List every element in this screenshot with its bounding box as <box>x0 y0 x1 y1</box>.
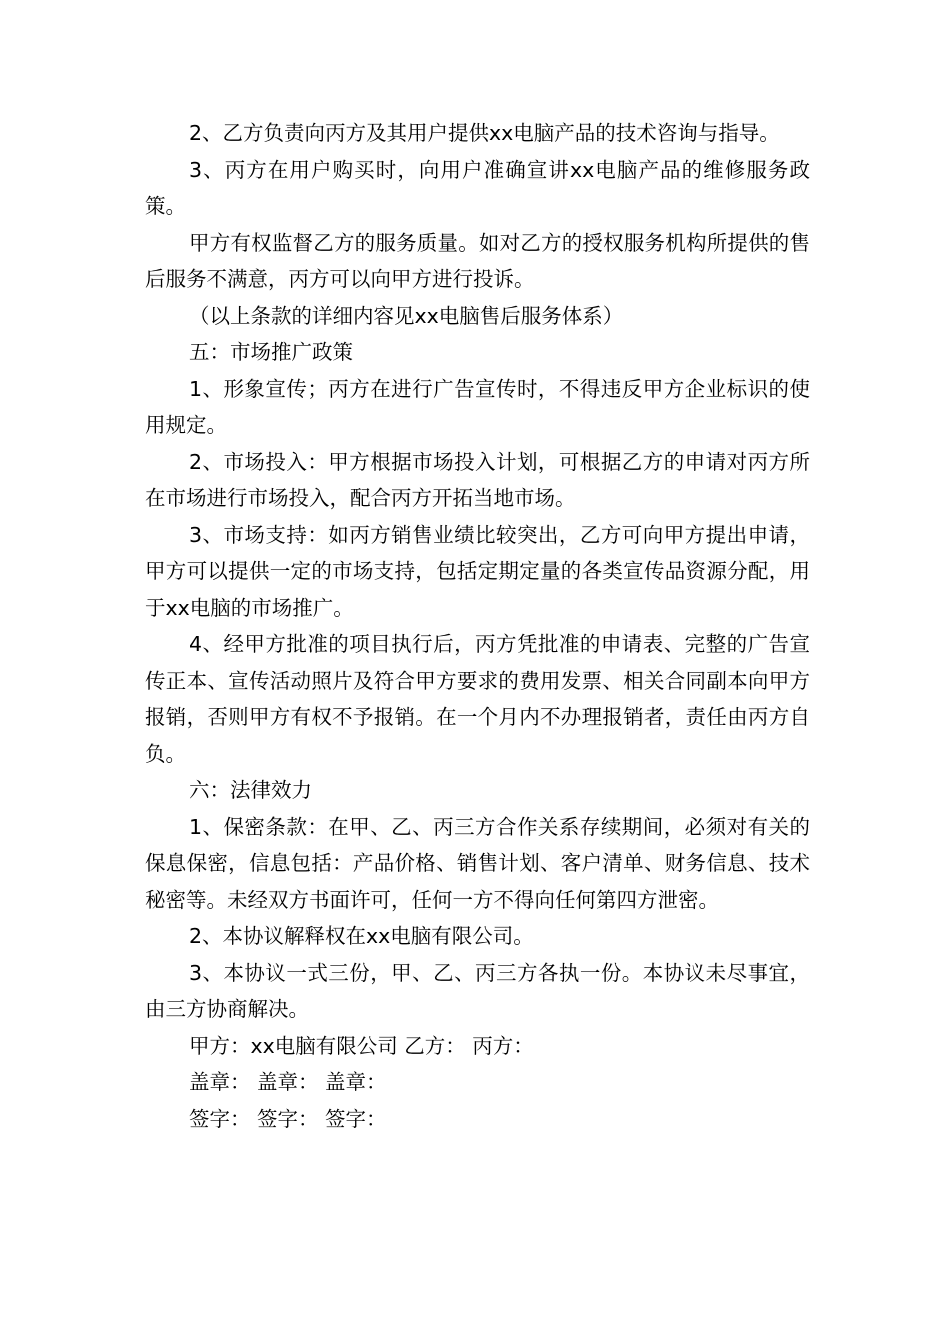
signature-signs: 签字： 签字： 签字： <box>189 1106 387 1131</box>
clause-paragraph: 2、本协议解释权在xx电脑有限公司。 <box>189 924 534 948</box>
clause-paragraph: 2、乙方负责向丙方及其用户提供xx电脑产品的技术咨询与指导。 <box>189 121 780 145</box>
section-heading: 六：法律效力 <box>189 778 312 802</box>
clause-paragraph: 甲方有权监督乙方的服务质量。如对乙方的授权服务机构所提供的售后服务不满意，丙方可以向甲方进行投诉。 <box>145 230 810 291</box>
clause-note: （以上条款的详细内容见xx电脑售后服务体系） <box>189 303 624 328</box>
signature-seals: 盖章： 盖章： 盖章： <box>189 1070 387 1094</box>
signature-parties: 甲方：xx电脑有限公司 乙方： 丙方： <box>189 1033 534 1058</box>
clause-paragraph: 2、市场投入：甲方根据市场投入计划，可根据乙方的申请对丙方所在市场进行市场投入，配合丙方开拓当地市场。 <box>145 449 810 510</box>
clause-paragraph: 3、市场支持：如丙方销售业绩比较突出，乙方可向甲方提出申请，甲方可以提供一定的市场支持，包括定期定量的各类宣传品资源分配，用于xx电脑的市场推广。 <box>145 522 810 620</box>
section-heading: 五：市场推广政策 <box>189 340 353 364</box>
clause-paragraph: 4、经甲方批准的项目执行后，丙方凭批准的申请表、完整的广告宣传正本、宣传活动照片及符合甲方要求的费用发票、相关合同副本向甲方报销，否则甲方有权不予报销。在一个月内不办理报销者，责任由丙方自负。 <box>145 632 810 766</box>
clause-paragraph: 1、形象宣传；丙方在进行广告宣传时，不得违反甲方企业标识的使用规定。 <box>145 376 810 437</box>
document-body <box>145 115 810 1137</box>
clause-paragraph: 1、保密条款：在甲、乙、丙三方合作关系存续期间，必须对有关的保息保密，信息包括：产品价格、销售计划、客户清单、财务信息、技术秘密等。未经双方书面许可，任何一方不得向任何第四方泄密。 <box>145 814 810 912</box>
clause-paragraph: 3、本协议一式三份，甲、乙、丙三方各执一份。本协议未尽事宜，由三方协商解决。 <box>145 960 810 1021</box>
clause-paragraph: 3、丙方在用户购买时，向用户准确宣讲xx电脑产品的维修服务政策。 <box>145 157 810 218</box>
